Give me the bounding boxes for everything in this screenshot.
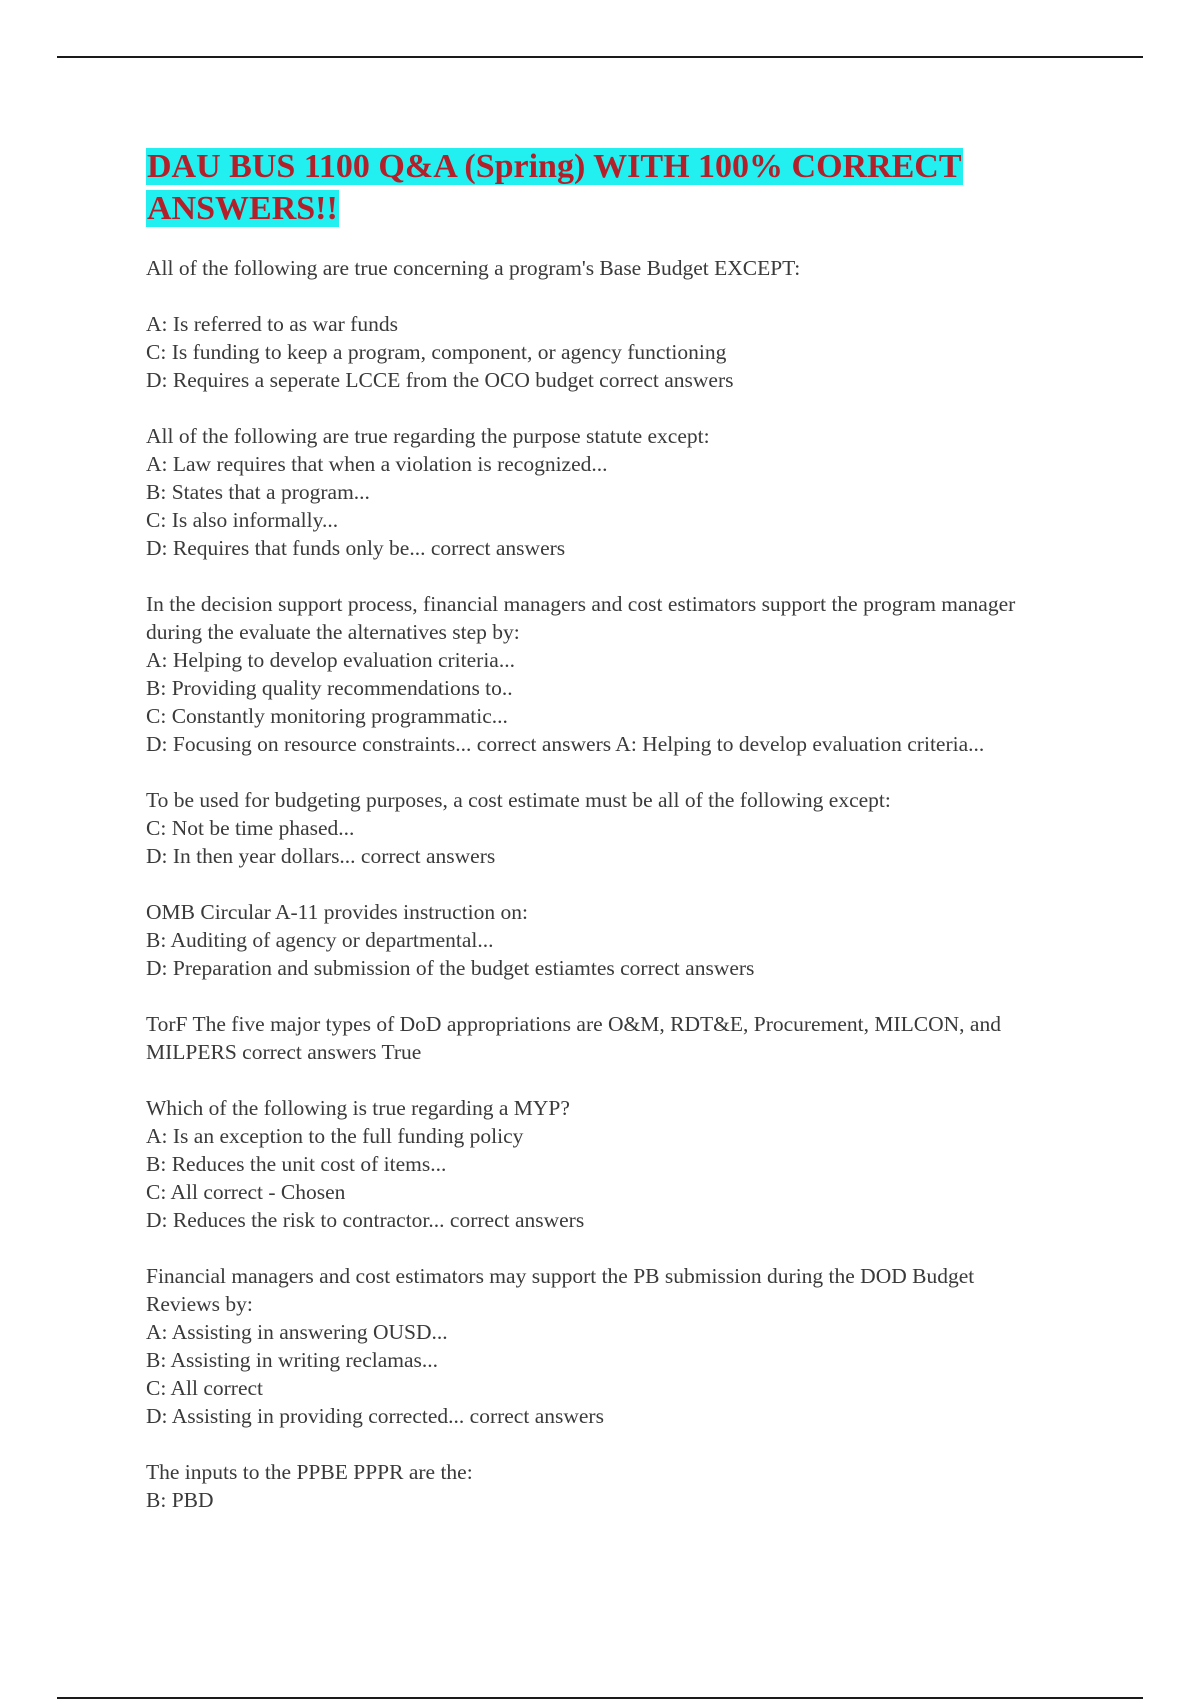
question-block — [146, 1262, 1046, 1430]
question-text: All of the following are true regarding the purpose statute except: — [146, 424, 710, 448]
question-text: TorF The five major types of DoD appropriations are O&M, RDT&E, Procurement, MILCON, and MILPERS correct answers True — [146, 1012, 1001, 1064]
answer-option: C: Not be time phased... — [146, 816, 355, 840]
answer-option: D: Requires a seperate LCCE from the OCO budget correct answers — [146, 368, 734, 392]
document-title-text: DAU BUS 1100 Q&A (Spring) WITH 100% CORRECT ANSWERS!! — [147, 148, 962, 227]
question-block — [146, 1094, 1046, 1234]
answer-option: B: Providing quality recommendations to.. — [146, 676, 513, 700]
answer-option: C: All correct — [146, 1376, 264, 1400]
answer-option: D: Reduces the risk to contractor... correct answers — [146, 1208, 585, 1232]
answer-option: A: Is referred to as war funds — [146, 312, 398, 336]
answer-option: C: All correct - Chosen — [146, 1180, 346, 1204]
document-body — [146, 146, 1046, 1542]
answer-option: A: Is an exception to the full funding policy — [146, 1124, 524, 1148]
answer-option: D: Requires that funds only be... correct answers — [146, 536, 566, 560]
question-text: OMB Circular A-11 provides instruction on: — [146, 900, 528, 924]
answer-option: C: Is funding to keep a program, component, or agency functioning — [146, 340, 727, 364]
answer-option: B: Auditing of agency or departmental... — [146, 928, 494, 952]
question-block — [146, 1010, 1046, 1066]
answer-option: A: Law requires that when a violation is recognized... — [146, 452, 608, 476]
spacer — [146, 282, 1046, 310]
question-block — [146, 786, 1046, 870]
question-block — [146, 422, 1046, 562]
answer-option: B: States that a program... — [146, 480, 370, 504]
answer-option: D: In then year dollars... correct answers — [146, 844, 496, 868]
answer-option: B: Reduces the unit cost of items... — [146, 1152, 447, 1176]
answer-option: C: Constantly monitoring programmatic... — [146, 704, 508, 728]
question-block — [146, 898, 1046, 982]
question-block — [146, 1458, 1046, 1514]
question-block — [146, 254, 1046, 394]
question-text: All of the following are true concerning a program's Base Budget EXCEPT: — [146, 256, 801, 280]
answer-option: B: PBD — [146, 1488, 214, 1512]
answer-option: D: Assisting in providing corrected... correct answers — [146, 1404, 604, 1428]
header-rule — [57, 56, 1143, 58]
document-title — [146, 146, 1046, 230]
answer-option: B: Assisting in writing reclamas... — [146, 1348, 439, 1372]
question-text: In the decision support process, financial managers and cost estimators support the program manager during the evaluate the alternatives step by: — [146, 592, 1016, 644]
question-text: Which of the following is true regarding a MYP? — [146, 1096, 570, 1120]
question-text: The inputs to the PPBE PPPR are the: — [146, 1460, 473, 1484]
answer-option: C: Is also informally... — [146, 508, 339, 532]
footer-rule — [57, 1697, 1143, 1699]
question-block — [146, 590, 1046, 758]
answer-option: A: Helping to develop evaluation criteria... — [146, 648, 515, 672]
question-text: To be used for budgeting purposes, a cost estimate must be all of the following except: — [146, 788, 891, 812]
answer-option: D: Preparation and submission of the budget estiamtes correct answers — [146, 956, 755, 980]
question-text: Financial managers and cost estimators may support the PB submission during the DOD Budget Reviews by: — [146, 1264, 975, 1316]
answer-option: D: Focusing on resource constraints... correct answers A: Helping to develop evaluation criteria... — [146, 732, 985, 756]
answer-option: A: Assisting in answering OUSD... — [146, 1320, 448, 1344]
